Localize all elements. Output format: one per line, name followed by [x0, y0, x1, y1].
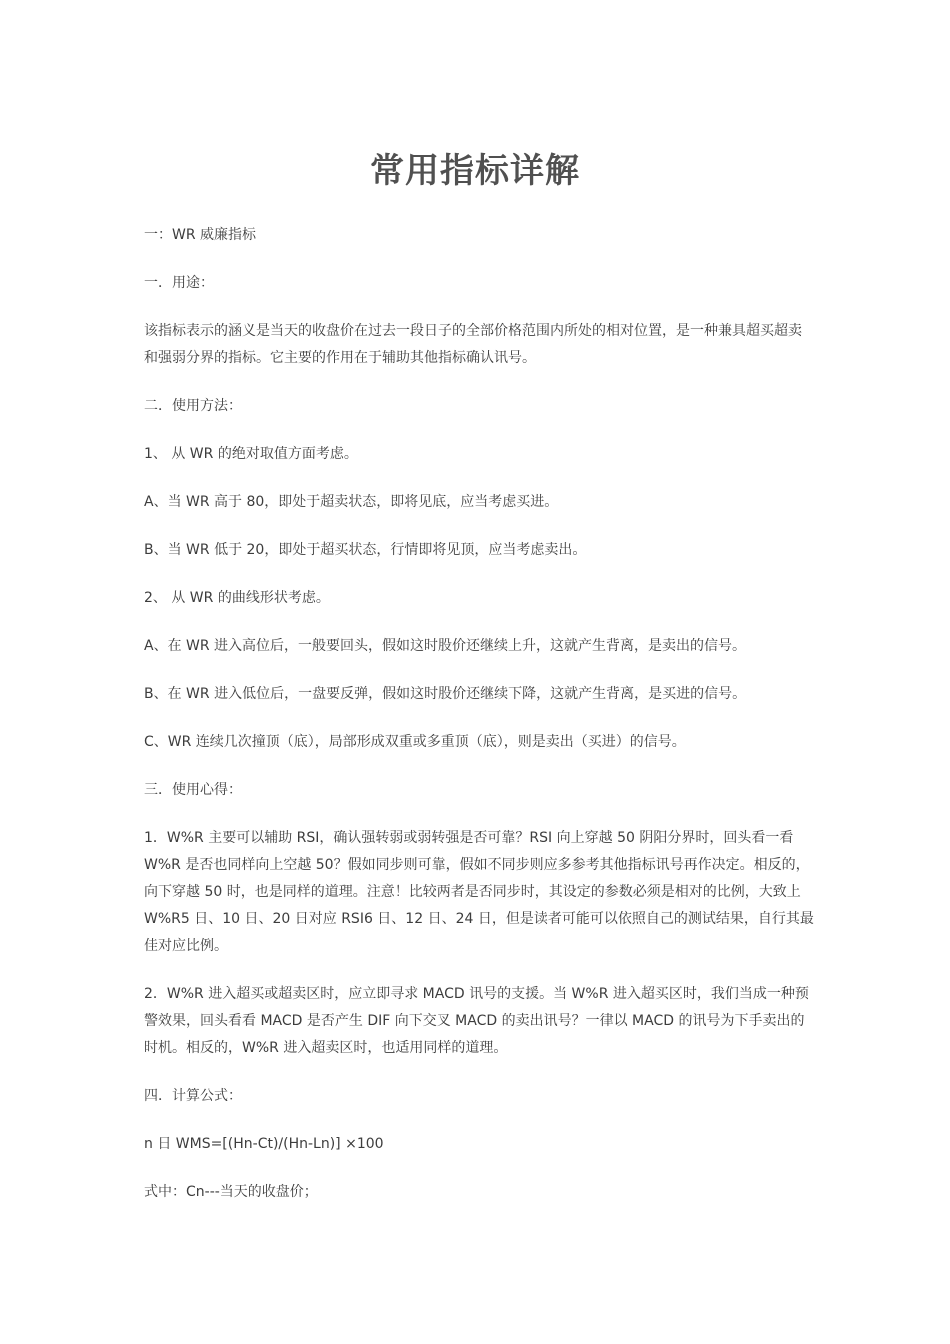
method-item-2c: C、WR 连续几次撞顶（底），局部形成双重或多重顶（底），则是卖出（买进）的信号。	[144, 734, 686, 750]
method-item-1b: B、当 WR 低于 20，即处于超买状态，行情即将见顶，应当考虑卖出。	[144, 542, 587, 558]
document-title: 常用指标详解	[370, 151, 580, 191]
section-heading-wr: 一：WR 威廉指标	[144, 227, 257, 243]
method-item-1a: A、当 WR 高于 80，即处于超卖状态，即将见底，应当考虑买进。	[144, 494, 559, 510]
method-item-2a: A、在 WR 进入高位后，一般要回头，假如这时股价还继续上升，这就产生背离，是卖出的信号。	[144, 638, 747, 654]
subheading-experience: 三．使用心得：	[144, 782, 242, 798]
document-body	[144, 222, 814, 1227]
subheading-formula: 四．计算公式：	[144, 1088, 242, 1104]
method-item-1: 1、 从 WR 的绝对取值方面考虑。	[144, 446, 358, 462]
subheading-method: 二．使用方法：	[144, 398, 242, 414]
paragraph-usage-description: 该指标表示的涵义是当天的收盘价在过去一段日子的全部价格范围内所处的相对位置，是一种兼具超买超卖和强弱分界的指标。它主要的作用在于辅助其他指标确认讯号。	[144, 323, 802, 366]
experience-item-2: 2．W%R 进入超买或超卖区时，应立即寻求 MACD 讯号的支援。当 W%R 进入超买区时，我们当成一种预警效果，回头看看 MACD 是否产生 DIF 向下交叉 MACD 的卖出讯号？一律以 MACD 的讯号为下手卖出的时机。相反的，W%R 进入超卖区时，也适用同样的道理。	[144, 986, 809, 1056]
experience-item-1: 1．W%R 主要可以辅助 RSI，确认强转弱或弱转强是否可靠？RSI 向上穿越 50 阴阳分界时，回头看一看 W%R 是否也同样向上空越 50？假如同步则可靠，假如不同步则应多参考其他指标讯号再作决定。相反的，向下穿越 50 时，也是同样的道理。注意！比较两者是否同步时，其设定的参数必须是相对的比例，大致上 W%R5 日、10 日、20 日对应 RSI6 日、12 日、24 日，但是读者可能可以依照自己的测试结果，自行其最佳对应比例。	[144, 830, 814, 954]
method-item-2b: B、在 WR 进入低位后，一盘要反弹，假如这时股价还继续下降，这就产生背离，是买进的信号。	[144, 686, 747, 702]
subheading-usage: 一．用途：	[144, 275, 214, 291]
method-item-2: 2、 从 WR 的曲线形状考虑。	[144, 590, 330, 606]
formula-definition: 式中：Cn---当天的收盘价；	[144, 1184, 318, 1200]
formula-line: n 日 WMS=[(Hn-Ct)/(Hn-Ln)] ×100	[144, 1136, 384, 1152]
